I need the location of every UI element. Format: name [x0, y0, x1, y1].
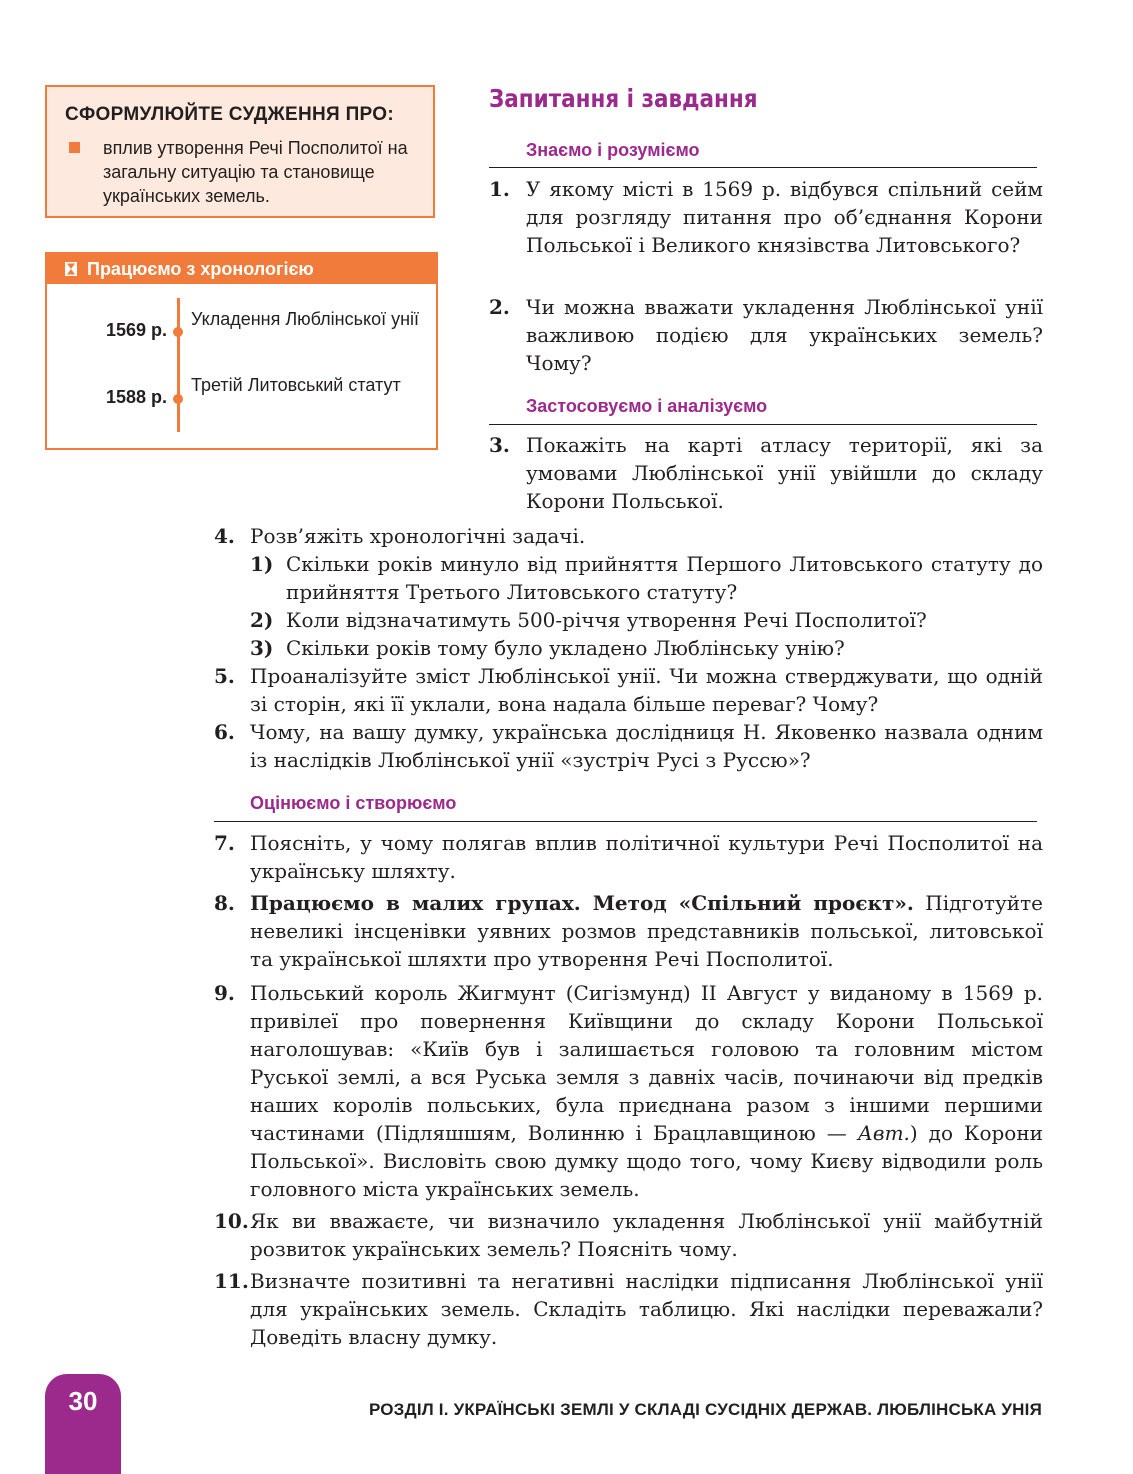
subtask-text: Скільки років тому було укладено Люблінську унію?	[286, 636, 845, 660]
author-note: Авт.	[857, 1121, 910, 1145]
question-7	[214, 829, 1043, 885]
chronology-box	[45, 252, 438, 450]
subhead-evaluate: Оцінюємо і створюємо	[250, 793, 457, 813]
question-text-rest: Підготуйте невеликі інсценівки уявних розмов представників польської, литовської та української шляхти про утворення Речі Посполитої.	[250, 891, 1043, 971]
question-10	[214, 1207, 1043, 1263]
question-9	[214, 979, 1043, 1203]
question-text	[250, 889, 1043, 973]
subtask-3	[250, 634, 1043, 662]
subtask-2	[250, 606, 1043, 634]
question-2	[489, 293, 1043, 377]
question-text: Розв’яжіть хронологічні задачі.	[250, 524, 586, 548]
question-number: 6.	[214, 720, 235, 744]
question-5	[214, 662, 1043, 718]
question-number: 9.	[214, 981, 235, 1005]
judgement-bullet-text: вплив утворення Речі Посполитої на загальну ситуацію та становище українських земель.	[103, 138, 408, 206]
question-number: 2.	[489, 295, 510, 319]
question-text: Чому, на вашу думку, українська дослідниця Н. Яковенко назвала одним із наслідків Люблінської унії «зустріч Русі з Руссю»?	[250, 720, 1043, 772]
chronology-title: Працюємо з хронологією	[87, 258, 314, 279]
subtask-number: 3)	[250, 636, 274, 660]
timeline-year: 1588 р.	[105, 387, 167, 407]
subhead-know: Знаємо і розуміємо	[526, 140, 700, 160]
question-method-label: Працюємо в малих групах. Метод «Спільний проєкт».	[250, 891, 914, 915]
timeline-dot	[173, 394, 183, 404]
question-text: Проаналізуйте зміст Люблінської унії. Чи можна стверджувати, що одній зі сторін, які її уклали, вона надала більше переваг? Чому?	[250, 664, 1043, 716]
section-title: Запитання і завдання	[489, 84, 758, 113]
divider	[214, 821, 1037, 822]
question-text	[250, 979, 1043, 1203]
question-text: Визначте позитивні та негативні наслідки підписання Люблінської унії для українських земель. Складіть таблицю. Які наслідки переважали? Доведіть власну думку.	[250, 1269, 1043, 1349]
subtask-1	[250, 550, 1043, 606]
divider	[489, 424, 1037, 425]
subhead-apply: Застосовуємо і аналізуємо	[526, 396, 768, 416]
hourglass-icon	[65, 262, 77, 276]
judgement-box-title: СФОРМУЛЮЙТЕ СУДЖЕННЯ ПРО:	[65, 104, 394, 125]
question-number: 4.	[214, 524, 235, 548]
question-number: 11.	[214, 1269, 249, 1293]
question-number: 10.	[214, 1209, 249, 1233]
subtask-number: 2)	[250, 608, 274, 632]
chronology-header	[47, 254, 436, 284]
question-8	[214, 889, 1043, 973]
page-number: 30	[68, 1386, 98, 1416]
question-number: 8.	[214, 891, 235, 915]
chapter-title: РОЗДІЛ І. УКРАЇНСЬКІ ЗЕМЛІ У СКЛАДІ СУСІДНІХ ДЕРЖАВ. ЛЮБЛІНСЬКА УНІЯ	[368, 1400, 1042, 1419]
subtask-text: Коли відзначатимуть 500-річчя утворення Речі Посполитої?	[286, 608, 927, 632]
question-number: 7.	[214, 831, 235, 855]
judgement-box	[45, 85, 435, 218]
square-bullet-icon	[69, 142, 80, 153]
question-number: 1.	[489, 177, 510, 201]
timeline-event: Укладення Люблінської унії	[191, 309, 420, 329]
question-text: Поясніть, у чому полягав вплив політичної культури Речі Посполитої на українську шляхту.	[250, 831, 1043, 883]
question-4	[214, 522, 1043, 662]
judgement-bullet	[65, 136, 415, 208]
timeline-line	[177, 298, 180, 432]
question-text: Як ви вважаєте, чи визначило укладення Люблінської унії майбутній розвиток українських земель? Поясніть чому.	[250, 1209, 1043, 1261]
divider	[489, 167, 1037, 168]
timeline-year: 1569 р.	[105, 320, 167, 340]
subtask-text: Скільки років минуло від прийняття Першого Литовського статуту до прийняття Третього Литовського статуту?	[286, 552, 1043, 604]
question-number: 5.	[214, 664, 235, 688]
question-text: Покажіть на карті атласу території, які за умовами Люблінської унії увійшли до складу Корони Польської.	[526, 433, 1043, 513]
timeline-dot	[173, 327, 183, 337]
page-number-tab	[45, 1374, 121, 1474]
subtask-number: 1)	[250, 552, 274, 576]
question-number: 3.	[489, 433, 510, 457]
question-text: Чи можна вважати укладення Люблінської унії важливою подією для українських земель? Чому?	[526, 295, 1043, 375]
question-3	[489, 431, 1043, 515]
question-6	[214, 718, 1043, 774]
question-1	[489, 175, 1043, 259]
timeline-event: Третій Литовський статут	[191, 375, 401, 395]
quote-text-b: ) до Корони Польської». Висловіть свою думку щодо того, чому Києву відводили роль головного міста українських земель.	[250, 1121, 1043, 1201]
quote-text-a: Польський король Жигмунт (Сигізмунд) ІІ Август у виданому в 1569 р. привілеї про повернення Київщини до складу Корони Польської наголошував: «Київ був і залишається головою та головним містом Руської землі, а вся Руська земля з давніх часів, починаючи від предків наших королів польських, була приєднана разом з іншими першими частинами (Підляшшям, Волинню і Брацлавщиною —	[250, 981, 1043, 1145]
question-text: У якому місті в 1569 р. відбувся спільний сейм для розгляду питання про об’єднання Корони Польської і Великого князівства Литовського?	[526, 177, 1043, 257]
question-11	[214, 1267, 1043, 1351]
